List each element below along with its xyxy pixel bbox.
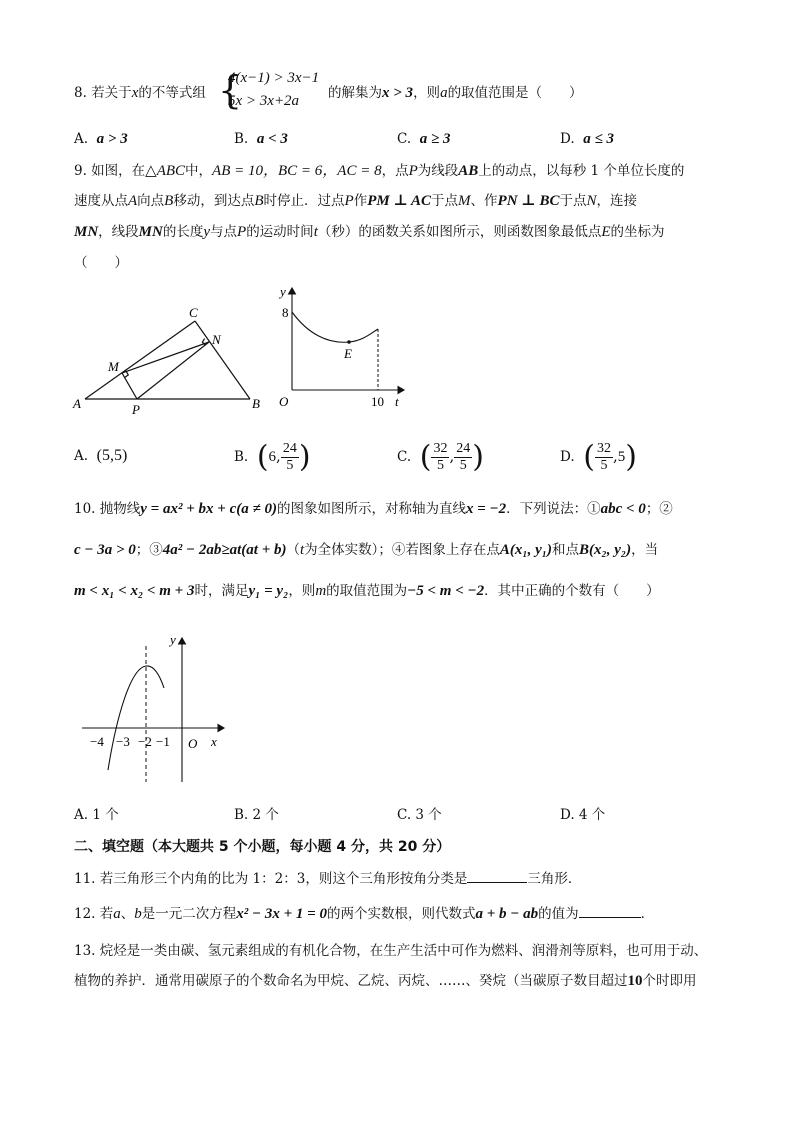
q10-stem-line-3: m < x₁ < x₂ < m + 3时，满足y₁ = y₂，则m的取值范围为−5 < m < −2．其中正确的个数有（ ） bbox=[74, 583, 660, 599]
label-eight: 8 bbox=[282, 305, 289, 320]
q12-answer-blank[interactable] bbox=[579, 903, 641, 918]
label-y: y bbox=[170, 632, 176, 647]
tick-label-minus-4: −4 bbox=[90, 734, 104, 749]
q9-function-graph bbox=[270, 282, 410, 412]
q8-text: ，则 bbox=[413, 85, 441, 101]
label-c: C bbox=[189, 305, 198, 320]
q10-option-d[interactable]: D. 4 个 bbox=[560, 807, 606, 823]
q11-answer-blank[interactable] bbox=[467, 868, 527, 883]
q10-stem-line-1: 10. 抛物线y = ax² + bx + c(a ≠ 0)的图象如图所示，对称轴为直线x = −2．下列说法：①abc < 0；② bbox=[74, 501, 673, 517]
q10-option-a[interactable]: A. 1 个 bbox=[74, 807, 119, 823]
label-origin: O bbox=[188, 736, 198, 751]
q11-stem: 11. 若三角形三个内角的比为 1：2：3，则这个三角形按角分类是 三角形． bbox=[74, 868, 581, 889]
q9-option-b[interactable]: B. (6, $\frac{24}{5}$ ) bbox=[234, 439, 311, 475]
segment-pn bbox=[137, 342, 209, 399]
label-e: E bbox=[344, 346, 352, 361]
section-2-heading: 二、填空题（本大题共 5 个小题，每小题 4 分，共 20 分） bbox=[74, 839, 451, 855]
q8-option-b[interactable]: B. a < 3 bbox=[234, 131, 288, 147]
segment-bc bbox=[195, 321, 250, 399]
label-a: A bbox=[73, 396, 81, 411]
q9-stem-line-1: 9. 如图，在△ABC中，AB = 10，BC = 6，AC = 8，点P为线段AB上的动点，以每秒 1 个单位长度的 bbox=[74, 163, 685, 179]
q9-option-c[interactable]: C. ( $\frac{32}{5}$ , $\frac{24}{5}$ ) bbox=[397, 439, 484, 475]
q8-stem-line bbox=[74, 83, 206, 103]
q8-option-d[interactable]: D. a ≤ 3 bbox=[560, 131, 614, 147]
q10-stem-line-2: c − 3a > 0；③4a² − 2ab≥at(at + b)（t为全体实数）；④若图象上存在点A(x₁, y₁)和点B(x₂, y₂)，当 bbox=[74, 542, 659, 558]
label-n: N bbox=[212, 332, 221, 347]
q8-number: 8. bbox=[74, 85, 87, 101]
q8-condition: x > 3 bbox=[382, 85, 414, 101]
tick-label-minus-1: −1 bbox=[156, 734, 170, 749]
point-e bbox=[347, 340, 351, 344]
q9-stem-line-4: （ ） bbox=[74, 255, 128, 271]
q9-option-d[interactable]: D. ( $\frac{32}{5}$ ,5) bbox=[560, 439, 637, 475]
parabola-curve bbox=[108, 666, 164, 770]
q9-option-a[interactable]: A. (5,5) bbox=[74, 447, 128, 464]
q10-option-c[interactable]: C. 3 个 bbox=[397, 807, 442, 823]
label-m: M bbox=[108, 359, 119, 374]
q8-inequality-2: 5x > 3x+2a bbox=[228, 93, 300, 109]
q8-system-brace: { bbox=[218, 68, 243, 112]
q13-stem-line-1: 13. 烷烃是一类由碳、氢元素组成的有机化合物，在生产生活中可作为燃料、润滑剂等原料，也可用于动、 bbox=[74, 943, 708, 959]
q8-var-x: x bbox=[131, 85, 139, 101]
tick-label-minus-2: −2 bbox=[138, 734, 152, 749]
label-y: y bbox=[280, 284, 286, 299]
q8-text: 的解集为 bbox=[328, 85, 382, 101]
q8-stem-line-2 bbox=[328, 83, 583, 103]
label-p: P bbox=[132, 402, 140, 417]
q9-stem-line-2: 速度从点A向点B移动，到达点B时停止．过点P作PM ⊥ AC于点M、作PN ⊥ BC于点N，连接 bbox=[74, 193, 637, 209]
q10-parabola-graph bbox=[78, 628, 228, 786]
q9-triangle-figure bbox=[70, 300, 270, 418]
label-b: B bbox=[252, 396, 260, 411]
label-ten: 10 bbox=[371, 394, 384, 409]
q9-stem-line-3: MN，线段MN的长度y与点P的运动时间t（秒）的函数关系如图所示，则函数图象最低点E的坐标为 bbox=[74, 224, 665, 240]
label-t: t bbox=[395, 394, 399, 409]
function-curve bbox=[292, 312, 378, 342]
q8-text: 的不等式组 bbox=[138, 85, 206, 101]
segment-ac bbox=[85, 321, 195, 399]
q8-var-a: a bbox=[440, 85, 448, 101]
q12-stem: 12. 若a、b是一元二次方程x² − 3x + 1 = 0的两个实数根，则代数式a + b − ab的值为 ． bbox=[74, 903, 654, 924]
q13-stem-line-2: 植物的养护．通常用碳原子的个数命名为甲烷、乙烷、丙烷、……、癸烷（当碳原子数目超过10个时即用 bbox=[74, 973, 697, 989]
label-origin: O bbox=[279, 394, 289, 409]
q10-option-b[interactable]: B. 2 个 bbox=[234, 807, 279, 823]
q8-text: 若关于 bbox=[91, 85, 132, 101]
q8-option-a[interactable]: A. a > 3 bbox=[74, 131, 128, 147]
label-x: x bbox=[211, 734, 217, 749]
q8-option-c[interactable]: C. a ≥ 3 bbox=[397, 131, 451, 147]
segment-mn bbox=[122, 342, 209, 373]
tick-label-minus-3: −3 bbox=[116, 734, 130, 749]
q8-inequality-1: 4(x−1) > 3x−1 bbox=[228, 70, 320, 86]
q8-text: 的取值范围是（ ） bbox=[447, 85, 583, 101]
segment-pm bbox=[122, 373, 137, 399]
